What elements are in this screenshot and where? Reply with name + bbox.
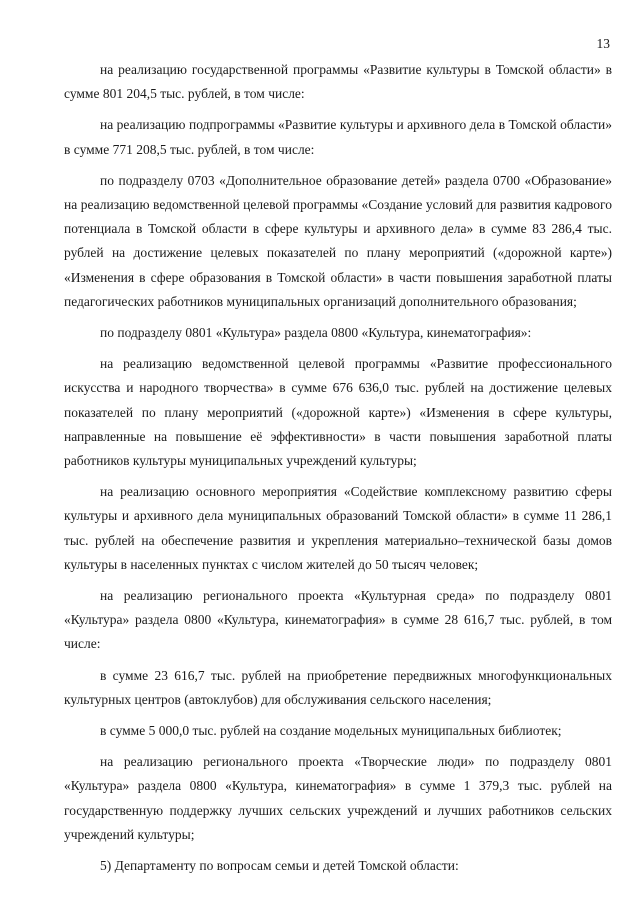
paragraph: в сумме 23 616,7 тыс. рублей на приобретение передвижных многофункциональных культурных центров (автоклубов) для обслуживания сельского населения;: [64, 667, 612, 707]
paragraph: по подразделу 0801 «Культура» раздела 0800 «Культура, кинематография»:: [100, 325, 532, 341]
paragraph: 5) Департаменту по вопросам семьи и детей Томской области:: [100, 858, 459, 874]
paragraph: на реализацию подпрограммы «Развитие культуры и архивного дела в Томской области» в сумме 771 208,5 тыс. рублей, в том числе:: [64, 117, 612, 157]
page-number: 13: [596, 36, 610, 51]
paragraph: на реализацию регионального проекта «Культурная среда» по подразделу 0801 «Культура» раздела 0800 «Культура, кинематография» в сумме 28 616,7 тыс. рублей, в том числе:: [64, 588, 612, 652]
paragraph: на реализацию ведомственной целевой программы «Развитие профессионального искусства и народного творчества» в сумме 676 636,0 тыс. рублей на достижение целевых показателей по плану мероприятий («дорожной карте») «Изменения в сфере культуры, направленные на повышение её эффективности» в части повышения заработной платы работников культуры муниципальных учреждений культуры;: [64, 356, 612, 469]
paragraph: в сумме 5 000,0 тыс. рублей на создание модельных муниципальных библиотек;: [100, 723, 562, 739]
document-body: [64, 58, 612, 878]
paragraph: на реализацию основного мероприятия «Содействие комплексному развитию сферы культуры и архивного дела муниципальных образований Томской области» в сумме 11 286,1 тыс. рублей на обеспечение развития и укрепления материально–технической базы домов культуры в населенных пунктах с числом жителей до 50 тысяч человек;: [64, 484, 612, 572]
paragraph: на реализацию регионального проекта «Творческие люди» по подразделу 0801 «Культура» раздела 0800 «Культура, кинематография» в сумме 1 379,3 тыс. рублей на государственную поддержку лучших сельских учреждений и лучших работников сельских учреждений культуры;: [64, 754, 612, 842]
paragraph: на реализацию государственной программы «Развитие культуры в Томской области» в сумме 801 204,5 тыс. рублей, в том числе:: [64, 62, 612, 102]
paragraph: по подразделу 0703 «Дополнительное образование детей» раздела 0700 «Образование» на реализацию ведомственной целевой программы «Создание условий для развития кадрового потенциала в Томской области в сфере культуры и архивного дела» в сумме 83 286,4 тыс. рублей на достижение целевых показателей по плану мероприятий («дорожной карте») «Изменения в сфере образования в Томской области» в части повышения заработной платы педагогических работников муниципальных организаций дополнительного образования;: [64, 172, 612, 309]
